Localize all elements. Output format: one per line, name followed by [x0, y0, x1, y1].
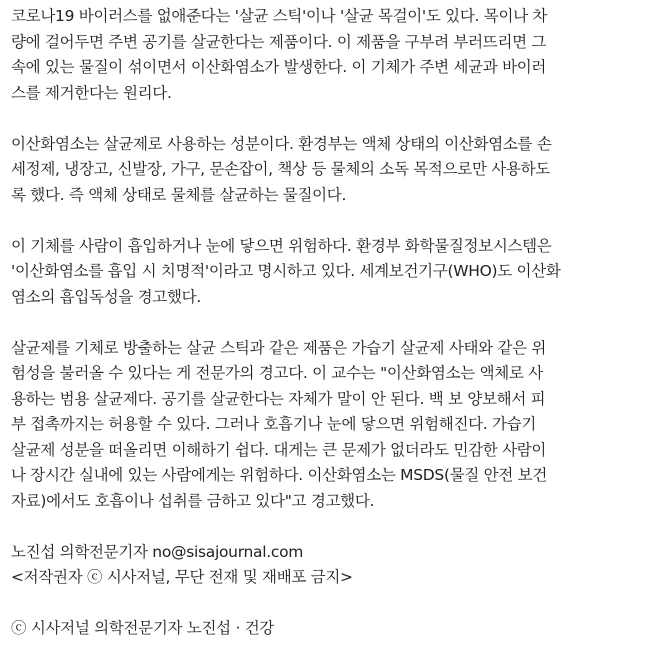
- text-line: 량에 걸어두면 주변 공기를 살균한다는 제품이다. 이 제품을 구부려 부러뜨리면 그: [11, 32, 547, 51]
- text-line: '이산화염소를 흡입 시 치명적'이라고 명시하고 있다. 세계보건기구(WHO)도 이산화: [11, 262, 561, 280]
- text-line: 이 기체를 사람이 흡입하거나 눈에 닿으면 위험하다. 환경부 화학물질정보시스템은: [11, 236, 552, 255]
- text-line: 부 접촉까지는 허용할 수 있다. 그러나 호흡기나 눈에 닿으면 위험해진다. 가습기: [11, 415, 537, 433]
- text-line: 세정제, 냉장고, 신발장, 가구, 문손잡이, 책상 등 물체의 소독 목적으로만 사용하도: [11, 160, 550, 178]
- text-line: 험성을 불러올 수 있다는 게 전문가의 경고다. 이 교수는 "이산화염소는 액체로 사: [11, 364, 543, 382]
- text-line: 살균제를 기체로 방출하는 살균 스틱과 같은 제품은 가습기 살균제 사태와 같은 위: [11, 338, 547, 357]
- text-line: 염소의 흡입독성을 경고했다.: [11, 287, 201, 306]
- article-paragraph-1: [11, 4, 636, 106]
- cutoff-text-line: ⓒ 시사저널 의학전문기자 노진섭 · 건강: [11, 619, 275, 637]
- copyright-notice: <저작권자 ⓒ 시사저널, 무단 전재 및 재배포 금지>: [11, 568, 353, 586]
- text-line: 록 했다. 즉 액체 상태로 물체를 살균하는 물질이다.: [11, 185, 347, 204]
- article-paragraph-4: [11, 336, 636, 515]
- text-line: 이산화염소는 살균제로 사용하는 성분이다. 환경부는 액체 상태의 이산화염소를 손: [11, 134, 552, 153]
- article-paragraph-2: [11, 132, 636, 209]
- text-line: 자료)에서도 호흡이나 섭취를 금하고 있다"고 경고했다.: [11, 491, 375, 510]
- text-line: 스를 제거한다는 원리다.: [11, 83, 172, 102]
- author-credit: 노진섭 의학전문기자 no@sisajournal.com: [11, 542, 304, 561]
- article-body: [11, 4, 636, 642]
- text-line: 나 장시간 실내에 있는 사람에게는 위험하다. 이산화염소는 MSDS(물질 안전 보건: [11, 466, 547, 484]
- article-byline: [11, 540, 636, 591]
- text-line: 속에 있는 물질이 섞이면서 이산화염소가 발생한다. 이 기체가 주변 세균과 바이러: [11, 58, 547, 76]
- text-line: 용하는 범용 살균제다. 공기를 살균한다는 자체가 말이 안 된다. 백 보 양보해서 피: [11, 389, 546, 408]
- text-line: 코로나19 바이러스를 없애준다는 '살균 스틱'이나 '살균 목걸이'도 있다. 목이나 차: [11, 7, 548, 25]
- article-paragraph-3: [11, 234, 636, 311]
- text-line: 살균제 성분을 떠올리면 이해하기 쉽다. 대게는 큰 문제가 없더라도 민감한 사람이: [11, 440, 547, 459]
